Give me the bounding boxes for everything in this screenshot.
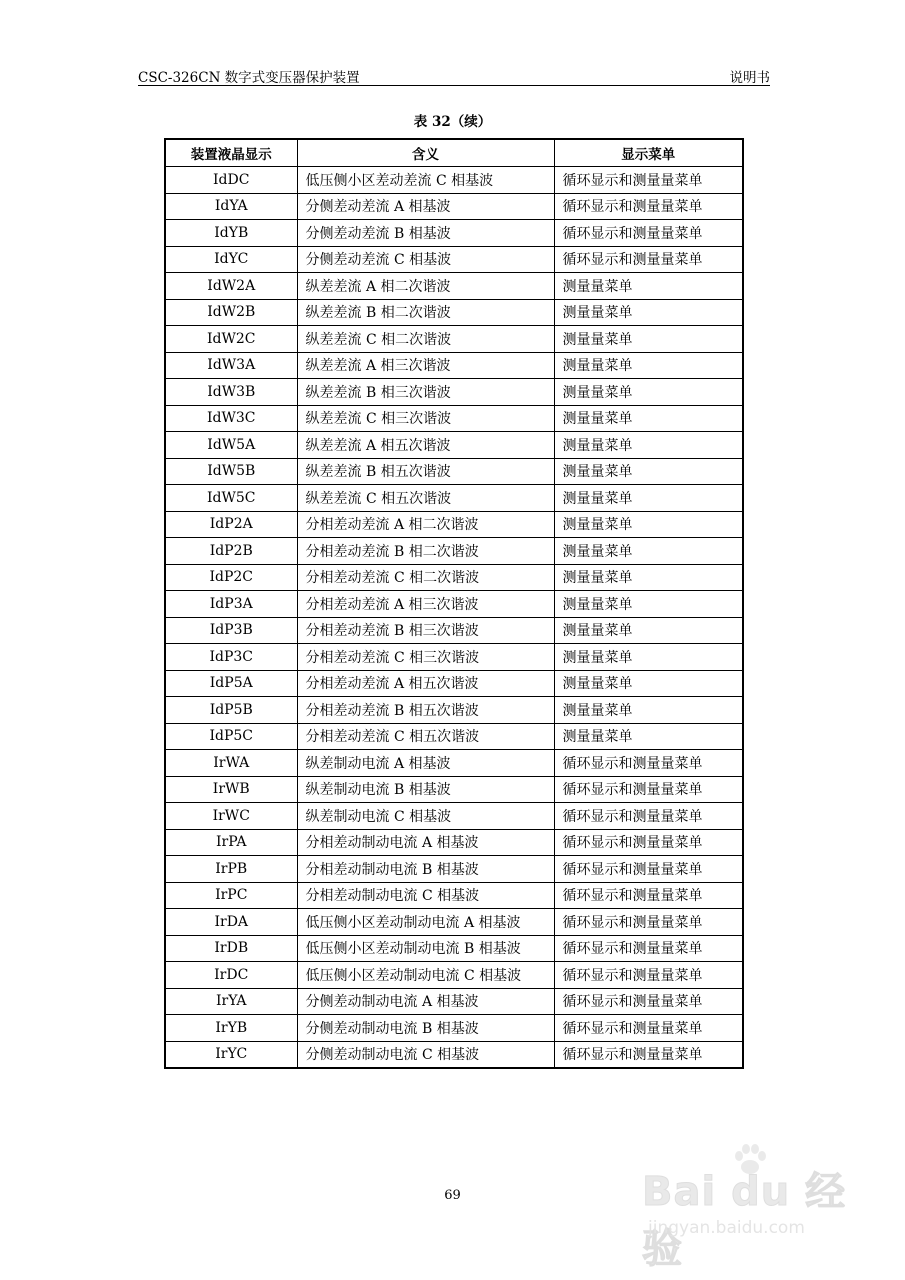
cell-meaning: 分相差动差流 B 相五次谐波 [297, 697, 554, 724]
table-row [165, 723, 743, 750]
table-row [165, 1041, 743, 1068]
cell-menu: 测量量菜单 [554, 538, 743, 565]
cell-lcd-code: IdW5A [165, 432, 297, 459]
cell-lcd-code: IdW2C [165, 326, 297, 353]
header-section: 说明书 [729, 70, 770, 86]
cell-menu: 测量量菜单 [554, 299, 743, 326]
cell-meaning: 纵差差流 C 相三次谐波 [297, 405, 554, 432]
cell-menu: 测量量菜单 [554, 591, 743, 618]
cell-lcd-code: IdP3A [165, 591, 297, 618]
table-row [165, 193, 743, 220]
cell-menu: 循环显示和测量量菜单 [554, 220, 743, 247]
cell-lcd-code: IdW3B [165, 379, 297, 406]
cell-menu: 循环显示和测量量菜单 [554, 829, 743, 856]
table-row [165, 856, 743, 883]
cell-menu: 循环显示和测量量菜单 [554, 909, 743, 936]
cell-lcd-code: IdP5A [165, 670, 297, 697]
cell-menu: 测量量菜单 [554, 697, 743, 724]
cell-lcd-code: IrWA [165, 750, 297, 777]
table-row [165, 167, 743, 194]
table-row [165, 617, 743, 644]
cell-lcd-code: IdDC [165, 167, 297, 194]
cell-lcd-code: IdW2A [165, 273, 297, 300]
cell-lcd-code: IrYC [165, 1041, 297, 1068]
cell-lcd-code: IrPC [165, 882, 297, 909]
cell-menu: 测量量菜单 [554, 379, 743, 406]
cell-meaning: 纵差差流 B 相五次谐波 [297, 458, 554, 485]
cell-lcd-code: IrYB [165, 1015, 297, 1042]
cell-lcd-code: IrPA [165, 829, 297, 856]
cell-lcd-code: IrDA [165, 909, 297, 936]
cell-menu: 循环显示和测量量菜单 [554, 776, 743, 803]
cell-meaning: 纵差差流 C 相五次谐波 [297, 485, 554, 512]
table-row [165, 882, 743, 909]
cell-lcd-code: IdW5B [165, 458, 297, 485]
table-row [165, 246, 743, 273]
table-row [165, 432, 743, 459]
cell-meaning: 分侧差动差流 A 相基波 [297, 193, 554, 220]
table-row [165, 776, 743, 803]
cell-meaning: 分相差动差流 C 相二次谐波 [297, 564, 554, 591]
cell-menu: 测量量菜单 [554, 273, 743, 300]
cell-meaning: 分相差动差流 C 相三次谐波 [297, 644, 554, 671]
cell-menu: 循环显示和测量量菜单 [554, 193, 743, 220]
cell-meaning: 分侧差动差流 B 相基波 [297, 220, 554, 247]
header-rule [138, 85, 770, 86]
header-title: CSC-326CN 数字式变压器保护装置 [138, 70, 360, 86]
cell-lcd-code: IdW3C [165, 405, 297, 432]
cell-lcd-code: IdW5C [165, 485, 297, 512]
cell-lcd-code: IdP2A [165, 511, 297, 538]
cell-meaning: 分相差动差流 B 相二次谐波 [297, 538, 554, 565]
cell-lcd-code: IdP5B [165, 697, 297, 724]
cell-menu: 测量量菜单 [554, 458, 743, 485]
cell-meaning: 分侧差动制动电流 C 相基波 [297, 1041, 554, 1068]
table-row [165, 909, 743, 936]
cell-lcd-code: IdP5C [165, 723, 297, 750]
cell-lcd-code: IdYB [165, 220, 297, 247]
column-header-lcd: 装置液晶显示 [165, 139, 297, 167]
cell-menu: 循环显示和测量量菜单 [554, 856, 743, 883]
cell-meaning: 纵差制动电流 A 相基波 [297, 750, 554, 777]
watermark-url: jingyan.baidu.com [648, 1218, 805, 1238]
cell-lcd-code: IdW3A [165, 352, 297, 379]
cell-lcd-code: IdP3C [165, 644, 297, 671]
cell-meaning: 分侧差动制动电流 B 相基波 [297, 1015, 554, 1042]
cell-menu: 循环显示和测量量菜单 [554, 935, 743, 962]
cell-lcd-code: IrYA [165, 988, 297, 1015]
cell-menu: 测量量菜单 [554, 723, 743, 750]
table-row [165, 405, 743, 432]
cell-meaning: 纵差差流 B 相三次谐波 [297, 379, 554, 406]
cell-menu: 测量量菜单 [554, 511, 743, 538]
cell-meaning: 分相差动差流 A 相三次谐波 [297, 591, 554, 618]
table-body [165, 167, 743, 1069]
cell-meaning: 纵差差流 A 相三次谐波 [297, 352, 554, 379]
cell-meaning: 分相差动差流 A 相二次谐波 [297, 511, 554, 538]
cell-meaning: 纵差差流 A 相二次谐波 [297, 273, 554, 300]
cell-meaning: 分相差动制动电流 B 相基波 [297, 856, 554, 883]
cell-lcd-code: IdW2B [165, 299, 297, 326]
table-row [165, 829, 743, 856]
cell-menu: 测量量菜单 [554, 670, 743, 697]
cell-menu: 循环显示和测量量菜单 [554, 1041, 743, 1068]
cell-lcd-code: IdYC [165, 246, 297, 273]
cell-menu: 循环显示和测量量菜单 [554, 988, 743, 1015]
cell-menu: 测量量菜单 [554, 352, 743, 379]
table-row [165, 962, 743, 989]
cell-menu: 测量量菜单 [554, 405, 743, 432]
cell-menu: 循环显示和测量量菜单 [554, 246, 743, 273]
cell-lcd-code: IrDC [165, 962, 297, 989]
display-table [164, 138, 744, 1069]
cell-meaning: 分相差动差流 C 相五次谐波 [297, 723, 554, 750]
page-number: 69 [444, 1188, 461, 1203]
cell-menu: 循环显示和测量量菜单 [554, 882, 743, 909]
table-row [165, 935, 743, 962]
table-row [165, 750, 743, 777]
table-caption: 表 32（续） [413, 114, 492, 130]
cell-lcd-code: IdP2B [165, 538, 297, 565]
table-row [165, 591, 743, 618]
page-header [138, 66, 770, 86]
cell-meaning: 低压侧小区差动差流 C 相基波 [297, 167, 554, 194]
cell-meaning: 纵差差流 C 相二次谐波 [297, 326, 554, 353]
table-row [165, 1015, 743, 1042]
cell-menu: 循环显示和测量量菜单 [554, 1015, 743, 1042]
cell-meaning: 纵差制动电流 C 相基波 [297, 803, 554, 830]
cell-lcd-code: IdP2C [165, 564, 297, 591]
cell-lcd-code: IrWB [165, 776, 297, 803]
cell-meaning: 纵差差流 B 相二次谐波 [297, 299, 554, 326]
cell-menu: 循环显示和测量量菜单 [554, 167, 743, 194]
cell-meaning: 低压侧小区差动制动电流 B 相基波 [297, 935, 554, 962]
cell-meaning: 低压侧小区差动制动电流 C 相基波 [297, 962, 554, 989]
watermark-logo: Bai du 经验 [642, 1169, 847, 1272]
cell-menu: 循环显示和测量量菜单 [554, 803, 743, 830]
cell-meaning: 分侧差动差流 C 相基波 [297, 246, 554, 273]
table-row [165, 538, 743, 565]
cell-meaning: 分相差动差流 B 相三次谐波 [297, 617, 554, 644]
column-header-menu: 显示菜单 [554, 139, 743, 167]
cell-meaning: 纵差制动电流 B 相基波 [297, 776, 554, 803]
table-row [165, 220, 743, 247]
table-row [165, 299, 743, 326]
cell-menu: 测量量菜单 [554, 432, 743, 459]
cell-meaning: 低压侧小区差动制动电流 A 相基波 [297, 909, 554, 936]
cell-lcd-code: IdP3B [165, 617, 297, 644]
table-row [165, 644, 743, 671]
table-row [165, 458, 743, 485]
table-row [165, 352, 743, 379]
table-row [165, 511, 743, 538]
cell-meaning: 纵差差流 A 相五次谐波 [297, 432, 554, 459]
table-row [165, 564, 743, 591]
cell-lcd-code: IdYA [165, 193, 297, 220]
table-row [165, 273, 743, 300]
cell-lcd-code: IrPB [165, 856, 297, 883]
cell-menu: 测量量菜单 [554, 564, 743, 591]
cell-menu: 测量量菜单 [554, 485, 743, 512]
table-row [165, 803, 743, 830]
cell-menu: 循环显示和测量量菜单 [554, 750, 743, 777]
cell-meaning: 分相差动差流 A 相五次谐波 [297, 670, 554, 697]
cell-meaning: 分侧差动制动电流 A 相基波 [297, 988, 554, 1015]
table-row [165, 485, 743, 512]
cell-menu: 测量量菜单 [554, 617, 743, 644]
table-row [165, 326, 743, 353]
cell-lcd-code: IrWC [165, 803, 297, 830]
table-header-row [165, 139, 743, 167]
cell-menu: 循环显示和测量量菜单 [554, 962, 743, 989]
cell-menu: 测量量菜单 [554, 644, 743, 671]
column-header-meaning: 含义 [297, 139, 554, 167]
table-row [165, 379, 743, 406]
cell-menu: 测量量菜单 [554, 326, 743, 353]
table-row [165, 670, 743, 697]
watermark [642, 1140, 852, 1272]
table-row [165, 988, 743, 1015]
cell-meaning: 分相差动制动电流 A 相基波 [297, 829, 554, 856]
cell-lcd-code: IrDB [165, 935, 297, 962]
table-row [165, 697, 743, 724]
cell-meaning: 分相差动制动电流 C 相基波 [297, 882, 554, 909]
